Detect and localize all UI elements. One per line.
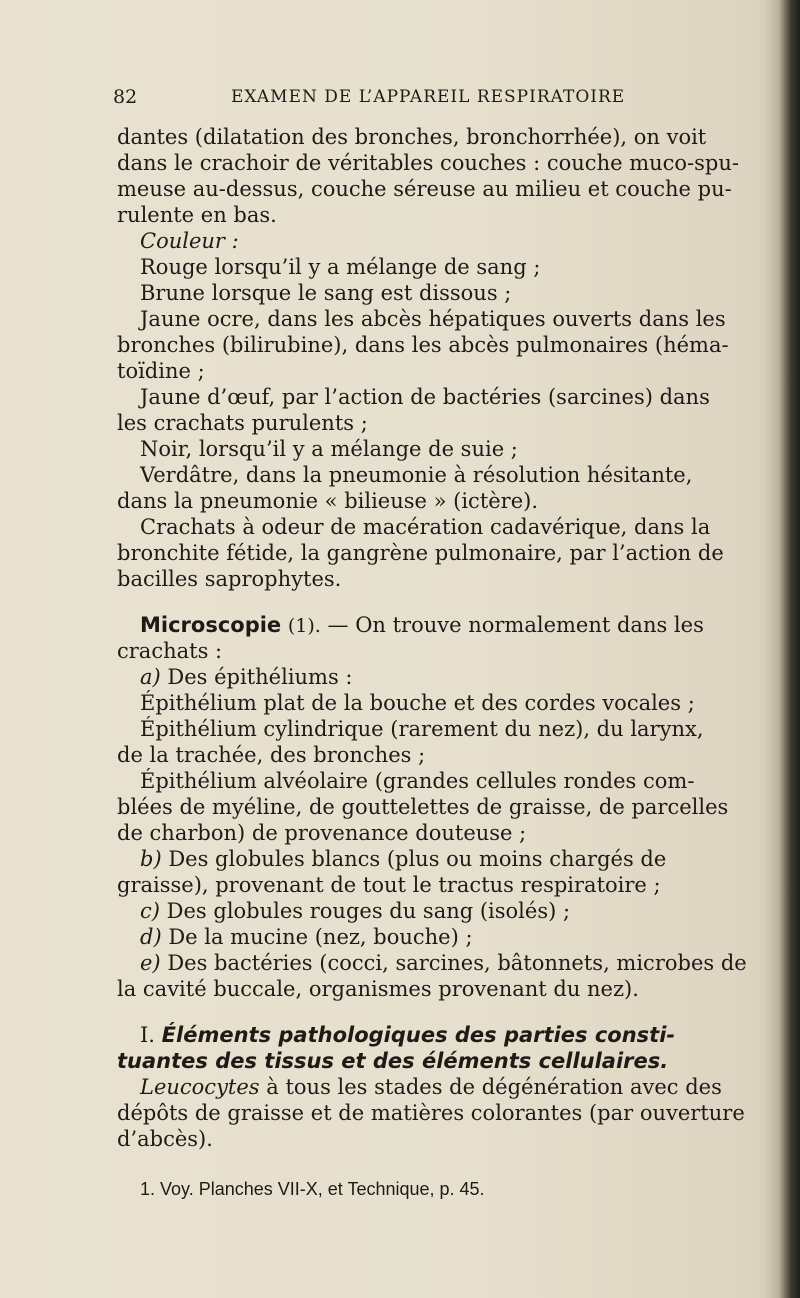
text-line: Brune lorsque le sang est dissous ;	[140, 281, 512, 305]
microscopie-heading: Microscopie	[140, 613, 282, 637]
section-title: Éléments pathologiques des parties consti-	[161, 1023, 676, 1047]
list-item	[140, 846, 666, 872]
list-text: Des épithéliums :	[167, 665, 353, 689]
list-text: De la mucine (nez, bouche) ;	[168, 925, 473, 949]
list-item	[140, 950, 747, 976]
text-line: la cavité buccale, organismes provenant du nez).	[117, 977, 639, 1001]
text-line: dépôts de graisse et de matières colorantes (par ouverture	[117, 1101, 745, 1125]
couleur-heading: Couleur :	[140, 229, 239, 253]
text-line: de la trachée, des bronches ;	[117, 743, 426, 767]
list-text: Des globules rouges du sang (isolés) ;	[166, 899, 571, 923]
text-line: d’abcès).	[117, 1127, 213, 1151]
section-heading	[140, 1022, 675, 1048]
text-line: de charbon) de provenance douteuse ;	[117, 821, 527, 845]
text-line: bacilles saprophytes.	[117, 567, 342, 591]
text-line: dans le crachoir de véritables couches : couche muco-spu-	[117, 151, 739, 175]
section-title-cont: tuantes des tissus et des éléments cellulaires.	[117, 1049, 669, 1073]
list-text: Des bactéries (cocci, sarcines, bâtonnets, microbes de	[167, 951, 747, 975]
text-line: graisse), provenant de tout le tractus respiratoire ;	[117, 873, 661, 897]
list-label: a)	[140, 665, 161, 689]
term: Leucocytes	[140, 1075, 260, 1099]
page-number: 82	[113, 86, 138, 108]
footnote: 1. Voy. Planches VII-X, et Technique, p. 45.	[140, 1179, 485, 1199]
text-line: crachats :	[117, 639, 223, 663]
text-line: les crachats purulents ;	[117, 411, 368, 435]
list-label: c)	[140, 899, 160, 923]
text-line: Noir, lorsqu’il y a mélange de suie ;	[140, 437, 518, 461]
text-line: Épithélium cylindrique (rarement du nez), du larynx,	[140, 717, 704, 741]
list-item	[140, 898, 570, 924]
list-text: Des globules blancs (plus ou moins chargés de	[168, 847, 667, 871]
list-item	[140, 924, 473, 950]
text-line: dans la pneumonie « bilieuse » (ictère).	[117, 489, 539, 513]
microscopie-line	[140, 612, 704, 639]
list-label: d)	[140, 925, 162, 949]
text-span: — On trouve normalement dans les	[327, 613, 704, 637]
text-line: Épithélium plat de la bouche et des cordes vocales ;	[140, 691, 695, 715]
list-item	[140, 664, 353, 690]
text-line: Jaune ocre, dans les abcès hépatiques ouverts dans les	[140, 307, 726, 331]
page-edge-shadow	[764, 0, 800, 1298]
list-label: e)	[140, 951, 161, 975]
text-line: meuse au-dessus, couche séreuse au milieu et couche pu-	[117, 177, 732, 201]
text-line: Jaune d’œuf, par l’action de bactéries (sarcines) dans	[140, 385, 710, 409]
running-title: EXAMEN DE L’APPAREIL RESPIRATOIRE	[231, 87, 626, 107]
text-span: à tous les stades de dégénération avec des	[266, 1075, 722, 1099]
text-line: Crachats à odeur de macération cadavérique, dans la	[140, 515, 711, 539]
text-line: Épithélium alvéolaire (grandes cellules rondes com-	[140, 769, 695, 793]
text-line	[140, 1074, 722, 1100]
text-line: dantes (dilatation des bronches, bronchorrhée), on voit	[117, 125, 707, 149]
text-line: Rouge lorsqu’il y a mélange de sang ;	[140, 255, 541, 279]
list-label: b)	[140, 847, 162, 871]
text-line: blées de myéline, de gouttelettes de graisse, de parcelles	[117, 795, 729, 819]
text-line: toïdine ;	[117, 359, 205, 383]
text-line: rulente en bas.	[117, 203, 277, 227]
text-line: bronchite fétide, la gangrène pulmonaire, par l’action de	[117, 541, 724, 565]
text-line: bronches (bilirubine), dans les abcès pulmonaires (héma-	[117, 333, 729, 357]
footnote-ref: (1).	[287, 615, 321, 637]
text-line: Verdâtre, dans la pneumonie à résolution hésitante,	[140, 463, 693, 487]
section-number: I.	[140, 1023, 155, 1047]
page-header	[113, 86, 749, 116]
